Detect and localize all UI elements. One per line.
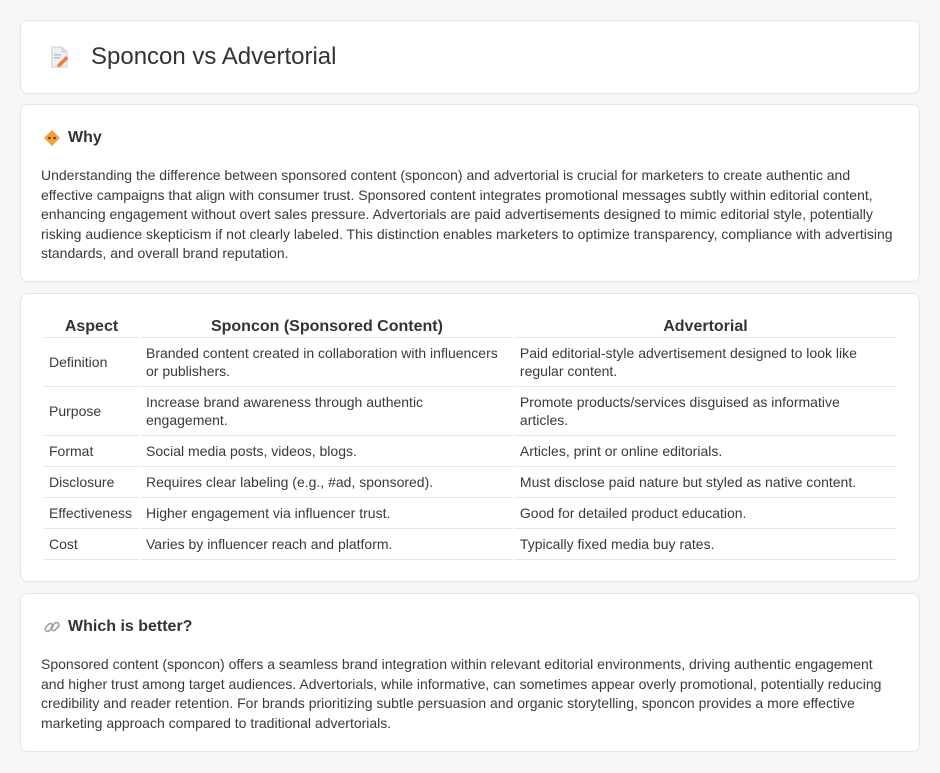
- row-advertorial: Typically fixed media buy rates.: [515, 529, 896, 560]
- why-section: [20, 104, 920, 282]
- row-sponcon: Social media posts, videos, blogs.: [141, 436, 513, 467]
- row-sponcon: Increase brand awareness through authentic engagement.: [141, 387, 513, 436]
- comparison-table-card: [20, 293, 920, 582]
- row-aspect: Format: [44, 436, 139, 467]
- link-icon: [43, 618, 61, 636]
- table-row: [44, 467, 896, 498]
- header-aspect: Aspect: [44, 316, 139, 338]
- row-aspect: Effectiveness: [44, 498, 139, 529]
- row-advertorial: Must disclose paid nature but styled as native content.: [515, 467, 896, 498]
- row-advertorial: Articles, print or online editorials.: [515, 436, 896, 467]
- row-aspect: Purpose: [44, 387, 139, 436]
- header-card: [20, 20, 920, 94]
- table-row: [44, 529, 896, 560]
- page-title: Sponcon vs Advertorial: [91, 43, 337, 70]
- table-row: [44, 387, 896, 436]
- row-sponcon: Branded content created in collaboration with influencers or publishers.: [141, 338, 513, 387]
- row-aspect: Definition: [44, 338, 139, 387]
- table-header-row: [44, 316, 896, 338]
- table-row: [44, 436, 896, 467]
- header-sponcon: Sponcon (Sponsored Content): [141, 316, 513, 338]
- why-title: Why: [68, 129, 102, 146]
- row-sponcon: Varies by influencer reach and platform.: [141, 529, 513, 560]
- table-row: [44, 338, 896, 387]
- row-aspect: Cost: [44, 529, 139, 560]
- row-aspect: Disclosure: [44, 467, 139, 498]
- header-advertorial: Advertorial: [515, 316, 896, 338]
- warning-diamond-icon: [43, 129, 61, 147]
- row-advertorial: Promote products/services disguised as informative articles.: [515, 387, 896, 436]
- better-body: Sponsored content (sponcon) offers a seamless brand integration within relevant editorial environments, driving authentic engagement and higher trust among target audiences. Advertorials, while informative, can sometimes appear overly promotional, potentially reducing credibility and reader retention. For brands prioritizing subtle persuasion and organic storytelling, sponcon provides a more effective marketing approach compared to traditional advertorials.: [41, 656, 882, 731]
- why-body: Understanding the difference between sponsored content (sponcon) and advertorial is crucial for marketers to create authentic and effective campaigns that align with consumer trust. Sponsored content integrates promotional messages subtly within editorial content, enhancing engagement without overt sales pressure. Advertorials are paid advertisements designed to mimic editorial style, potentially risking audience skepticism if not clearly labeled. This distinction enables marketers to optimize transparency, compliance with advertising standards, and overall brand reputation.: [41, 167, 893, 261]
- comparison-table: [42, 316, 898, 560]
- document-edit-icon: [47, 45, 71, 69]
- table-row: [44, 498, 896, 529]
- row-advertorial: Paid editorial-style advertisement designed to look like regular content.: [515, 338, 896, 387]
- which-is-better-section: [20, 593, 920, 752]
- better-title: Which is better?: [68, 618, 193, 635]
- row-sponcon: Higher engagement via influencer trust.: [141, 498, 513, 529]
- row-sponcon: Requires clear labeling (e.g., #ad, sponsored).: [141, 467, 513, 498]
- row-advertorial: Good for detailed product education.: [515, 498, 896, 529]
